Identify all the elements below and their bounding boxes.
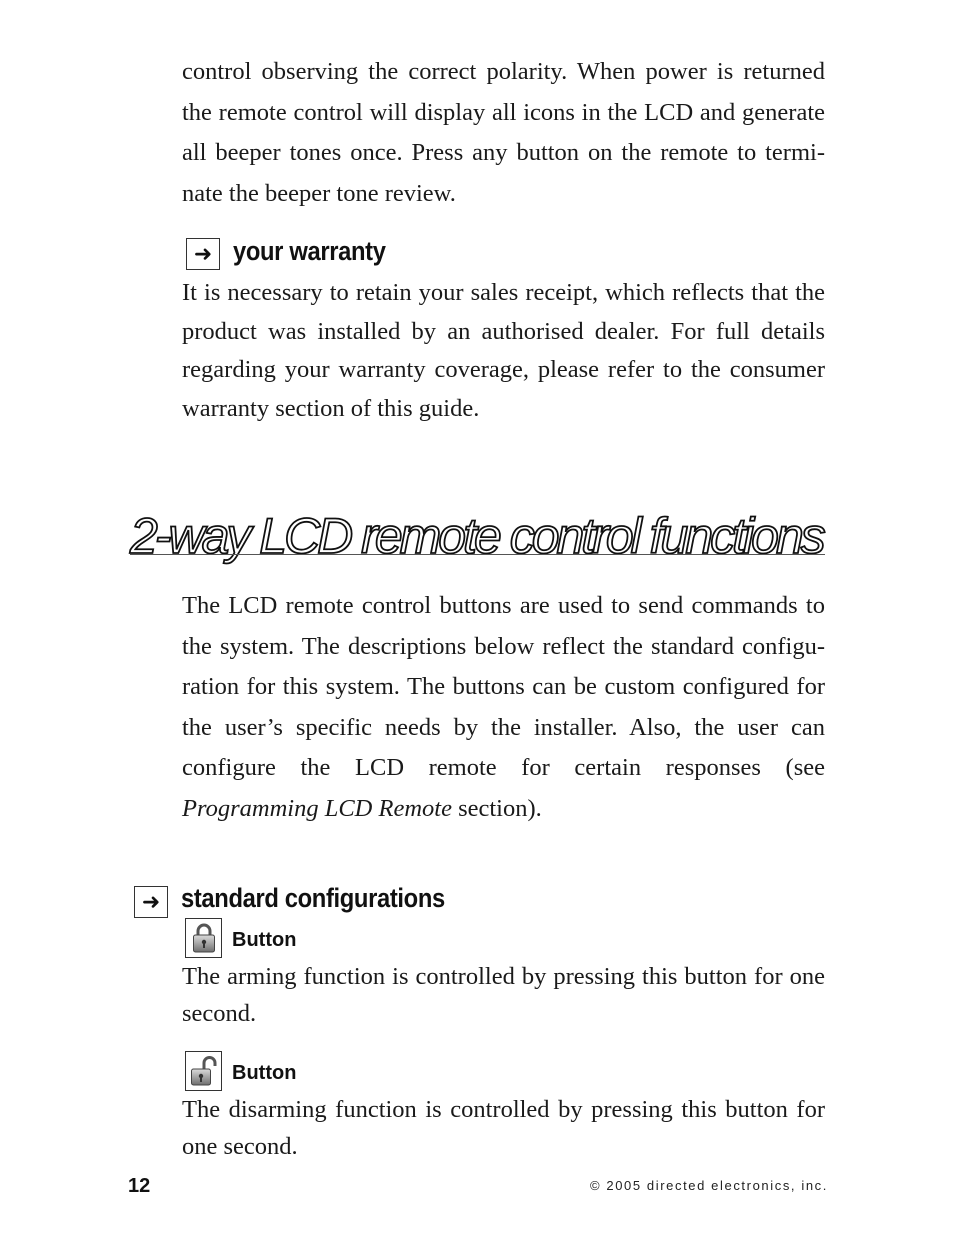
arrow-icon: ➜ (186, 238, 220, 270)
lock-closed-icon (185, 918, 222, 958)
section-intro-tail: section). (451, 794, 542, 822)
warranty-heading: your warranty (233, 236, 386, 266)
section-intro (182, 586, 825, 829)
arrow-icon: ➜ (134, 886, 168, 918)
disarm-button-description: The disarming function is controlled by pressing this button for one second. (182, 1096, 825, 1160)
programming-lcd-remote-reference: Programming LCD Remote (182, 794, 452, 822)
arm-button-description: The arming function is controlled by pressing this button for one second. (182, 963, 825, 1027)
section-title: 2-way LCD remote control functions (130, 508, 823, 564)
intro-paragraph: control observing the correct polarity. When power is returned the remote control will display all icons in the LCD and generate all beeper tones once. Press any button on the remote to termi-nate the beeper tone review. (182, 58, 825, 207)
title-underline (130, 554, 825, 555)
lock-open-icon (185, 1051, 222, 1091)
page-number: 12 (128, 1175, 151, 1197)
disarm-button-label: Button (232, 1062, 297, 1084)
section-intro-text: The LCD remote control buttons are used to send commands to the system. The descriptions below reflect the standard configu-ration for this system. The buttons can be custom configured for the user’s specific needs by the installer. Also, the user can configure the LCD remote for certain responses (see (182, 592, 825, 781)
arm-button-label: Button (232, 929, 297, 951)
standard-configurations-heading: standard configurations (181, 883, 445, 913)
warranty-body: It is necessary to retain your sales receipt, which reflects that the product was installed by an authorised dealer. For full details regarding your warranty coverage, please refer to the consumer warranty section of this guide. (182, 279, 825, 423)
copyright-notice: © 2005 directed electronics, inc. (590, 1178, 828, 1193)
